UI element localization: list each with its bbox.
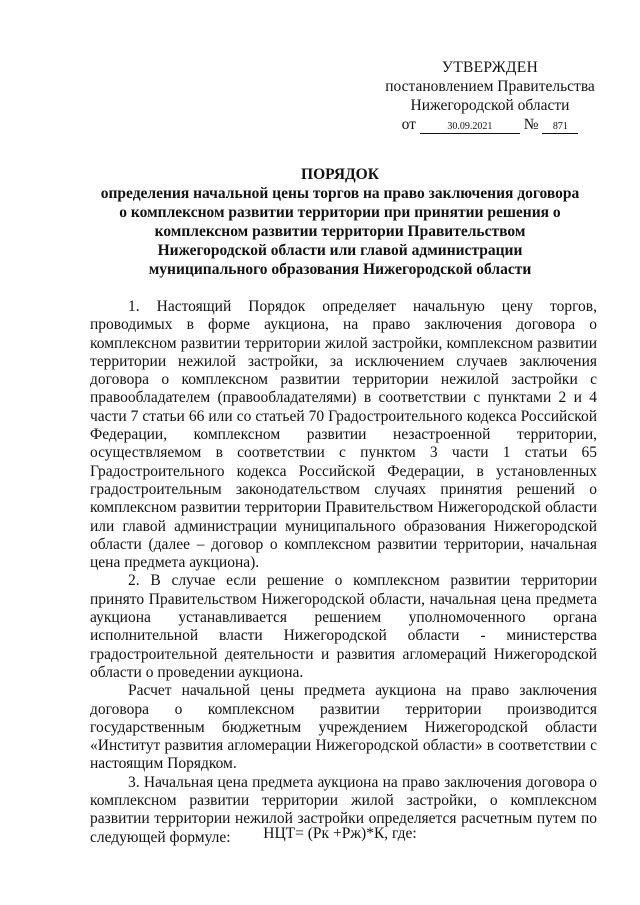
approval-heading: УТВЕРЖДЕН <box>441 59 539 76</box>
approval-date: 30.09.2021 <box>420 121 520 134</box>
paragraph-2: 2. В случае если решение о комплексном развитии территории принято Правительством Нижегородской области, начальная цена предмета аукциона устанавливается решением уполномоченного органа исполнительной власти Нижегородской области - министерства градостроительной деятельности и развития агломераций Нижегородской области о проведении аукциона. <box>90 572 597 681</box>
formula: НЦТ= (Рк +Рж)*К, где: <box>263 825 417 842</box>
paragraph-1: 1. Настоящий Порядок определяет начальную цену торгов, проводимых в форме аукциона, на право заключения договора о комплексном развитии территории жилой застройки, комплексном развитии территории нежилой застройки, за исключением случаев заключения договора о комплексном развитии территории нежилой застройки с правообладателем (правообладателями) в соответствии с пунктами 2 и 4 части 7 статьи 66 или со статьей 70 Градостроительного кодекса Российской Федерации, комплексном развитии незастроенной территории, осуществляемом в соответствии с пунктом 3 части 1 статьи 65 Градостроительного кодекса Российской Федерации, в установленных градостроительным законодательством случаях принятия решений о комплексном развитии территории Правительством Нижегородской области или главой администрации муниципального образования Нижегородской области (далее – договор о комплексном развитии территории, начальная цена предмета аукциона). <box>90 298 597 572</box>
title-subtitle: определения начальной цены торгов на право заключения договора о комплексном развитии территории при принятии решения о комплексном развитии территории Правительством Нижегородской области или главой администрации муниципального образования Нижегородской области <box>100 185 580 278</box>
approval-number: 871 <box>542 121 578 134</box>
paragraph-4: 3. Начальная цена предмета аукциона на право заключения договора о комплексном развитии территории жилой застройки, о комплексном развитии территории нежилой застройки определяется расчетным путем по следующей формуле: <box>90 773 597 846</box>
from-label: от <box>401 116 416 133</box>
approval-line-2: Нижегородской области <box>410 97 570 114</box>
document-title <box>100 165 580 279</box>
approval-date-row <box>380 115 600 134</box>
approval-line-1: постановлением Правительства <box>385 78 595 95</box>
paragraph-3: Расчет начальной цены предмета аукциона на право заключения договора о комплексном развитии территории производится государственным бюджетным учреждением Нижегородской области «Институт развития агломерации Нижегородской области» в соответствии с настоящим Порядком. <box>90 682 597 773</box>
number-label: № <box>523 116 539 133</box>
title-main: ПОРЯДОК <box>301 166 379 183</box>
approval-stamp <box>380 58 600 134</box>
document-body <box>90 298 597 847</box>
